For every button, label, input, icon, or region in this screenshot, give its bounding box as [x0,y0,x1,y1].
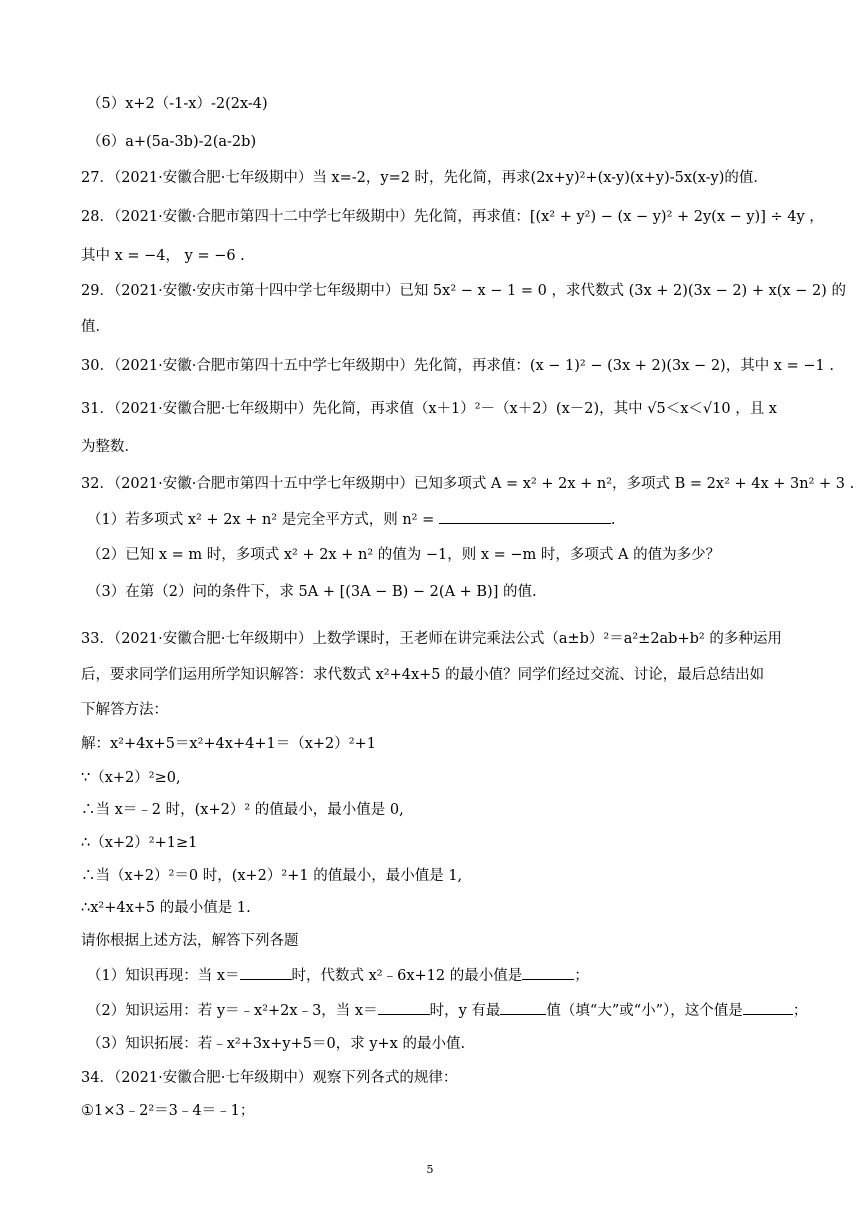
problem-33: 33．（2021·安徽合肥·七年级期中）上数学课时，王老师在讲完乘法公式（a±b）²＝a²±2ab+b² 的多种运用 [81,631,782,647]
problem-33-cont1: 后，要求同学们运用所学知识解答：求代数式 x²+4x+5 的最小值？同学们经过交流、讨论，最后总结出如 [81,667,765,683]
problem-29: 29．（2021·安徽·安庆市第十四中学七年级期中）已知 5x² − x − 1 = 0 ，求代数式 (3x + 2)(3x − 2) + x(x − 2) 的 [81,283,846,299]
problem-31-cont: 为整数． [81,439,139,455]
problem-26-5: （5）x+2（-1-x）-2(2x-4) [87,96,268,112]
problem-26-6: （6）a+(5a-3b)-2(a-2b) [87,134,257,150]
solution-line-3: ∴当 x＝﹣2 时，(x+2）² 的值最小，最小值是 0, [81,802,404,818]
solution-line-2: ∵（x+2）²≥0, [81,770,181,786]
problem-28-cont: 其中 x = −4， y = −6 . [81,248,245,264]
problem-32-part1 [87,509,800,530]
problem-33-cont2: 下解答方法： [81,702,168,718]
problem-33-part2-mid1: 时，y 有最 [429,1003,501,1019]
problem-33-part1-end: ； [574,968,589,984]
answer-blank [500,1000,546,1015]
problem-32-part3: （3）在第（2）问的条件下，求 5A + [(3A − B) − 2(A + B)] 的值. [87,584,537,600]
answer-blank [240,965,292,980]
page-number: 5 [426,1163,434,1176]
problem-28: 28．（2021·安徽·合肥市第四十二中学七年级期中）先化简，再求值：[(x² + y²) − (x − y)² + 2y(x − y)] ÷ 4y ， [81,209,824,225]
answer-blank [439,509,611,524]
answer-blank [743,1000,793,1015]
answer-blank [378,1000,430,1015]
problem-32: 32．（2021·安徽·合肥市第四十五中学七年级期中）已知多项式 A = x² + 2x + n²，多项式 B = 2x² + 4x + 3n² + 3 . [81,476,855,492]
problem-32-part2: （2）已知 x = m 时，多项式 x² + 2x + n² 的值为 −1，则 x = −m 时，多项式 A 的值为多少？ [87,547,721,563]
solution-line-6: ∴x²+4x+5 的最小值是 1. [81,900,251,916]
problem-33-part1-text: （1）知识再现：当 x＝ [87,968,240,984]
problem-33-part3: （3）知识拓展：若﹣x²+3x+y+5＝0，求 y+x 的最小值. [87,1036,466,1052]
problem-34-item1: ①1×3﹣2²＝3﹣4＝﹣1； [81,1103,255,1119]
problem-32-part1-text: （1）若多项式 x² + 2x + n² 是完全平方式，则 n² = [87,512,435,528]
problem-27: 27．（2021·安徽合肥·七年级期中）当 x=-2，y=2 时，先化简，再求(2x+y)²+(x-y)(x+y)-5x(x-y)的值． [81,170,768,186]
solution-line-4: ∴（x+2）²+1≥1 [81,835,198,851]
problem-33-part2-text: （2）知识运用：若 y＝﹣x²+2x﹣3，当 x＝ [87,1003,378,1019]
problem-33-part2-mid2: 值（填“大”或“小”），这个值是 [546,1003,743,1019]
problem-33-part2 [87,1000,808,1021]
answer-blank [522,965,574,980]
problem-33-part1-mid: 时，代数式 x²﹣6x+12 的最小值是 [291,968,523,984]
problem-33-part1 [87,965,800,986]
problem-31: 31．（2021·安徽合肥·七年级期中）先化简，再求值（x＋1）²－（x＋2）(x－2)，其中 √5＜x＜√10 ，且 x [81,401,777,417]
solution-line-5: ∴当（x+2）²＝0 时，(x+2）²+1 的值最小，最小值是 1, [81,868,463,884]
problem-34: 34．（2021·安徽合肥·七年级期中）观察下列各式的规律： [81,1070,458,1086]
problem-33-instructions: 请你根据上述方法，解答下列各题 [81,933,299,949]
problem-30: 30．（2021·安徽·合肥市第四十五中学七年级期中）先化简，再求值：(x − 1)² − (3x + 2)(3x − 2)，其中 x = −1 . [81,358,834,374]
problem-33-part2-end: ； [792,1003,808,1019]
problem-32-part1-end: . [610,512,616,528]
problem-29-cont: 值． [81,319,110,335]
solution-line-1: 解：x²+4x+5＝x²+4x+4+1＝（x+2）²+1 [81,736,376,752]
